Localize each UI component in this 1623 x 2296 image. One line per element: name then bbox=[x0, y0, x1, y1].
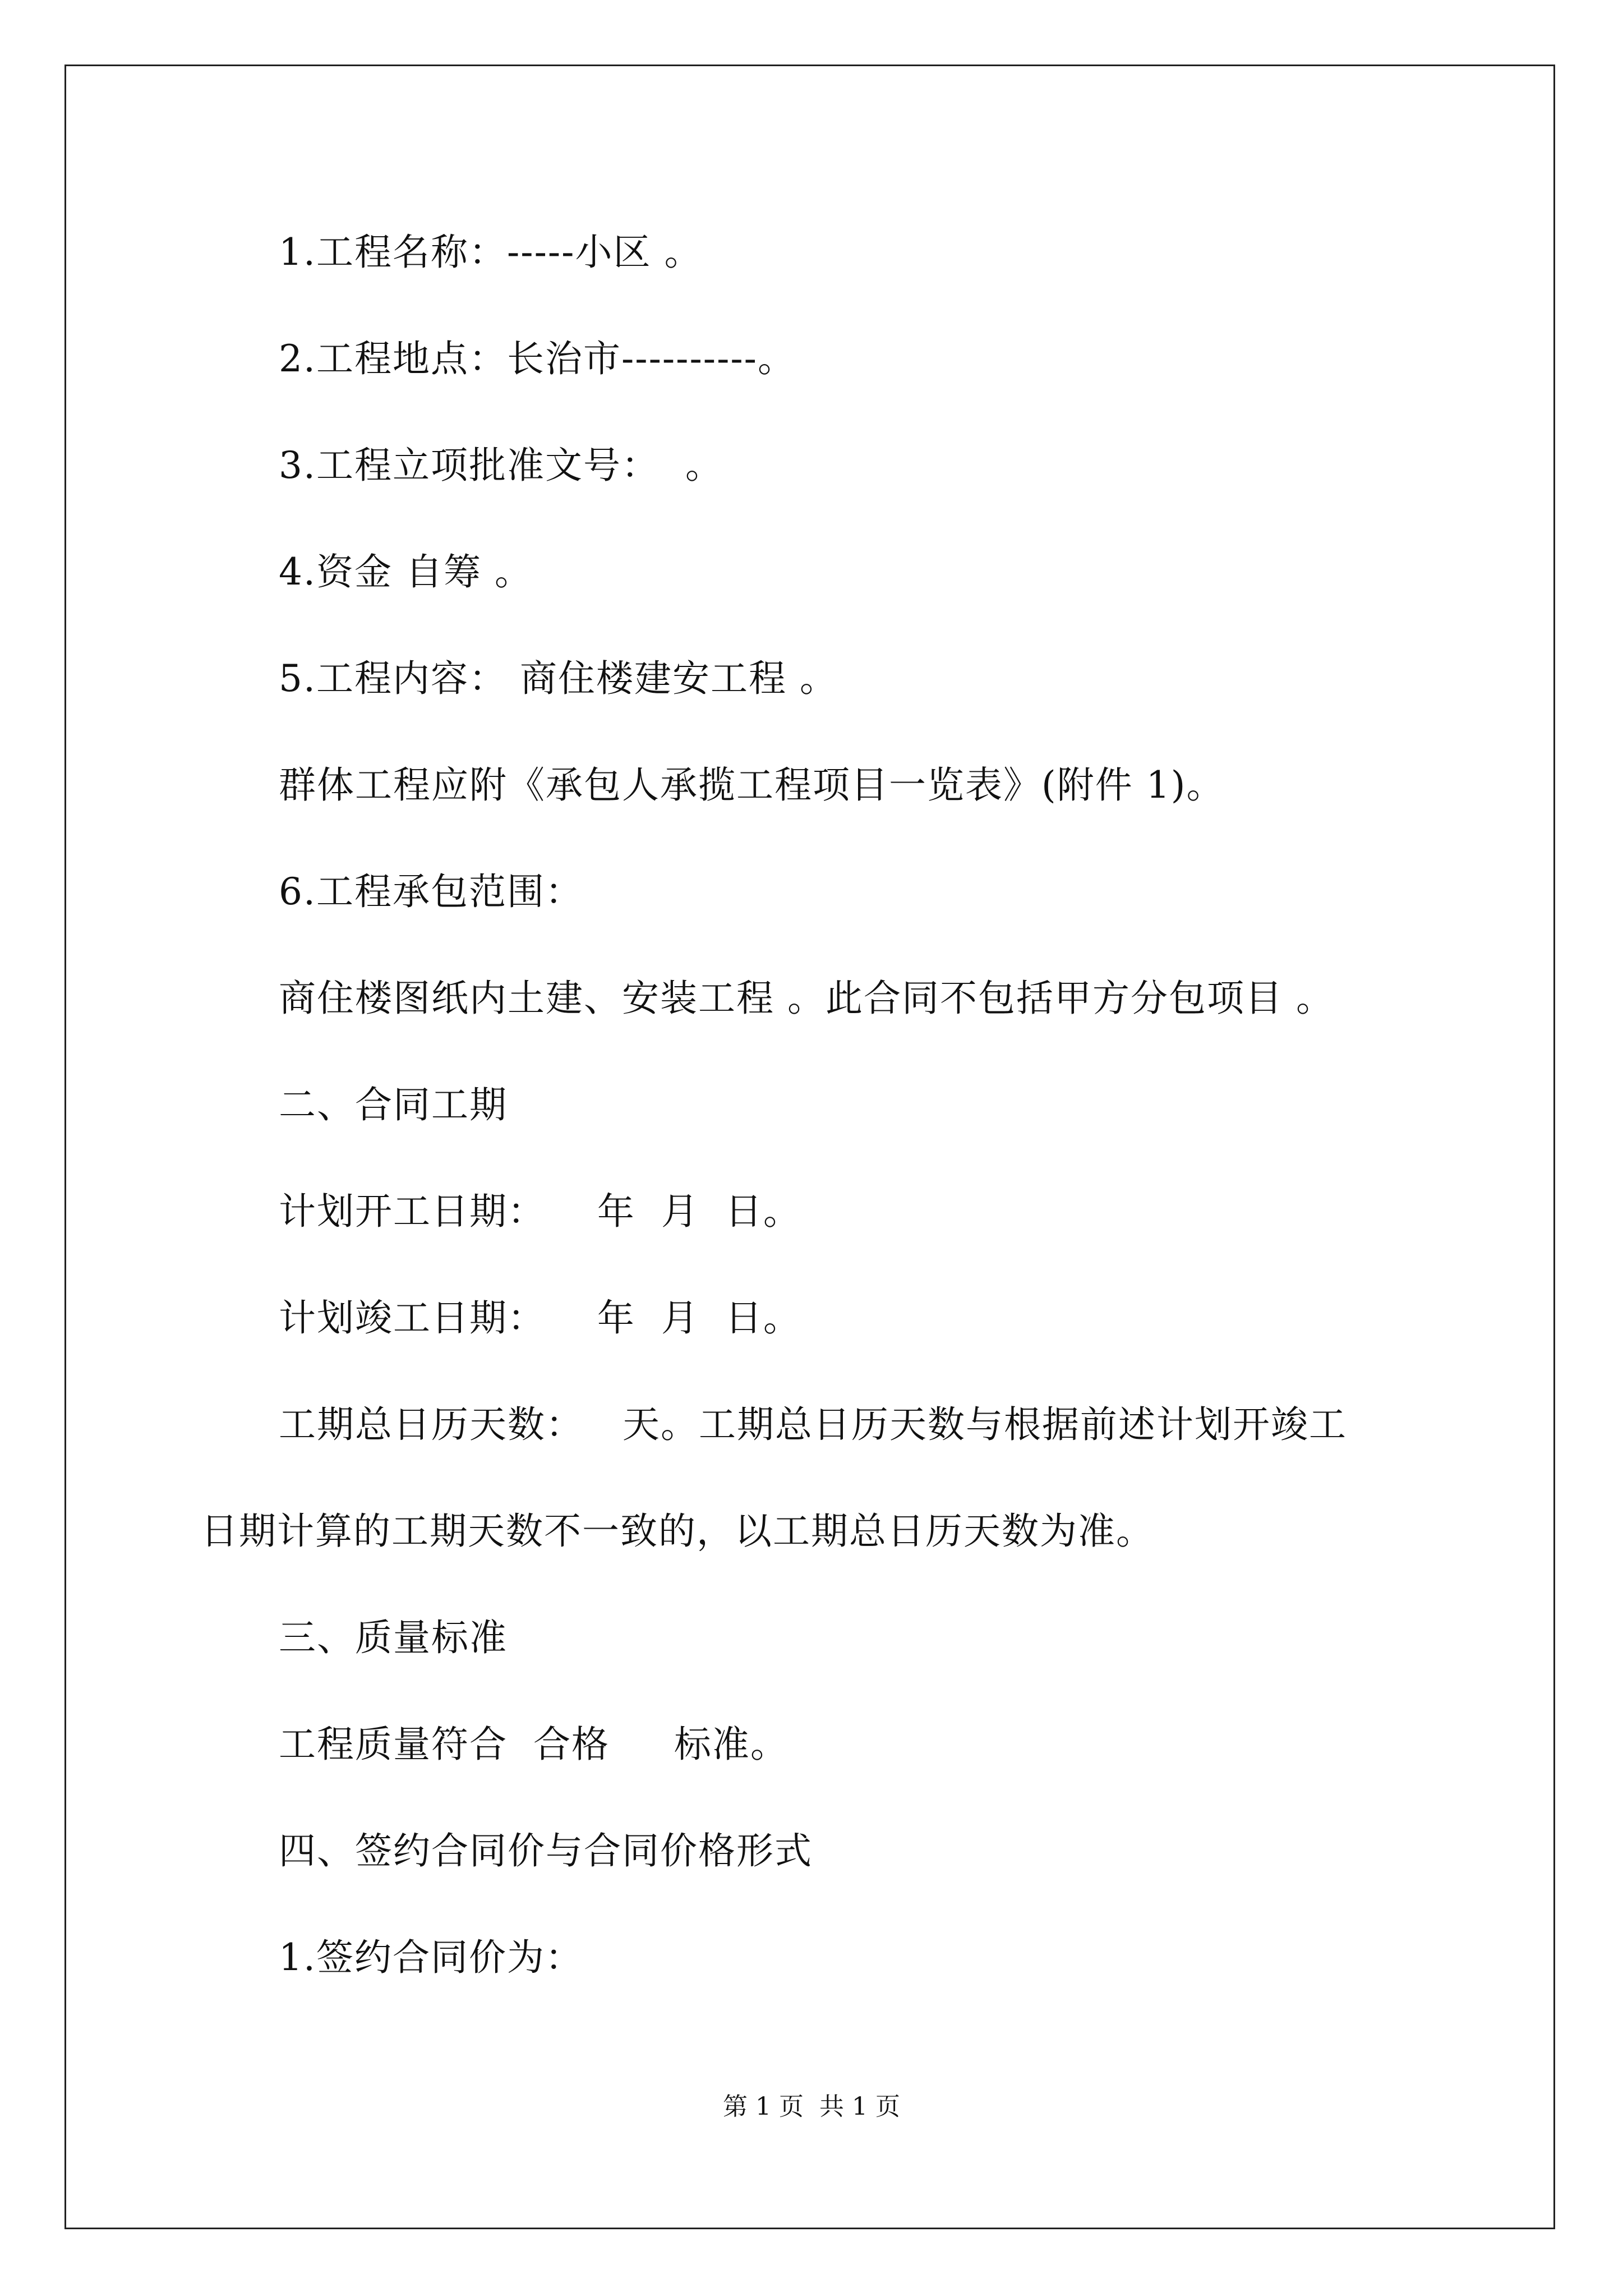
total-days-continuation: 日期计算的工期天数不一致的，以工期总日历天数为准。 bbox=[201, 1510, 1154, 1553]
project-content-line: 5.工程内容： 商住楼建安工程 。 bbox=[279, 657, 838, 700]
planned-completion-date: 计划竣工日期： 年 月 日。 bbox=[279, 1296, 801, 1340]
section-heading-quality: 三、质量标准 bbox=[279, 1616, 508, 1659]
group-project-note: 群体工程应附《承包人承揽工程项目一览表》(附件 1)。 bbox=[279, 763, 1225, 807]
total-days-line: 工期总日历天数： 天。工期总日历天数与根据前述计划开竣工 bbox=[279, 1403, 1347, 1446]
project-location-line: 2.工程地点：长治市----------。 bbox=[279, 337, 796, 380]
page-footer: 第 1 页 共 1 页 bbox=[723, 2092, 900, 2121]
quality-standard-line: 工程质量符合 合格 标准。 bbox=[279, 1723, 789, 1766]
funding-line: 4.资金 自筹 。 bbox=[279, 550, 533, 593]
contract-scope-text: 商住楼图纸内土建、安装工程 。此合同不包括甲方分包项目 。 bbox=[279, 977, 1334, 1020]
page-border bbox=[64, 65, 1555, 2229]
approval-number-line: 3.工程立项批准文号： 。 bbox=[279, 444, 723, 487]
planned-start-date: 计划开工日期： 年 月 日。 bbox=[279, 1190, 801, 1233]
section-heading-price: 四、签约合同价与合同价格形式 bbox=[279, 1829, 813, 1872]
section-heading-schedule: 二、合同工期 bbox=[279, 1083, 508, 1126]
project-name-line: 1.工程名称：-----小区 。 bbox=[279, 231, 703, 274]
contract-price-line: 1.签约合同价为： bbox=[279, 1936, 583, 1979]
contract-scope-heading: 6.工程承包范围： bbox=[279, 870, 583, 913]
